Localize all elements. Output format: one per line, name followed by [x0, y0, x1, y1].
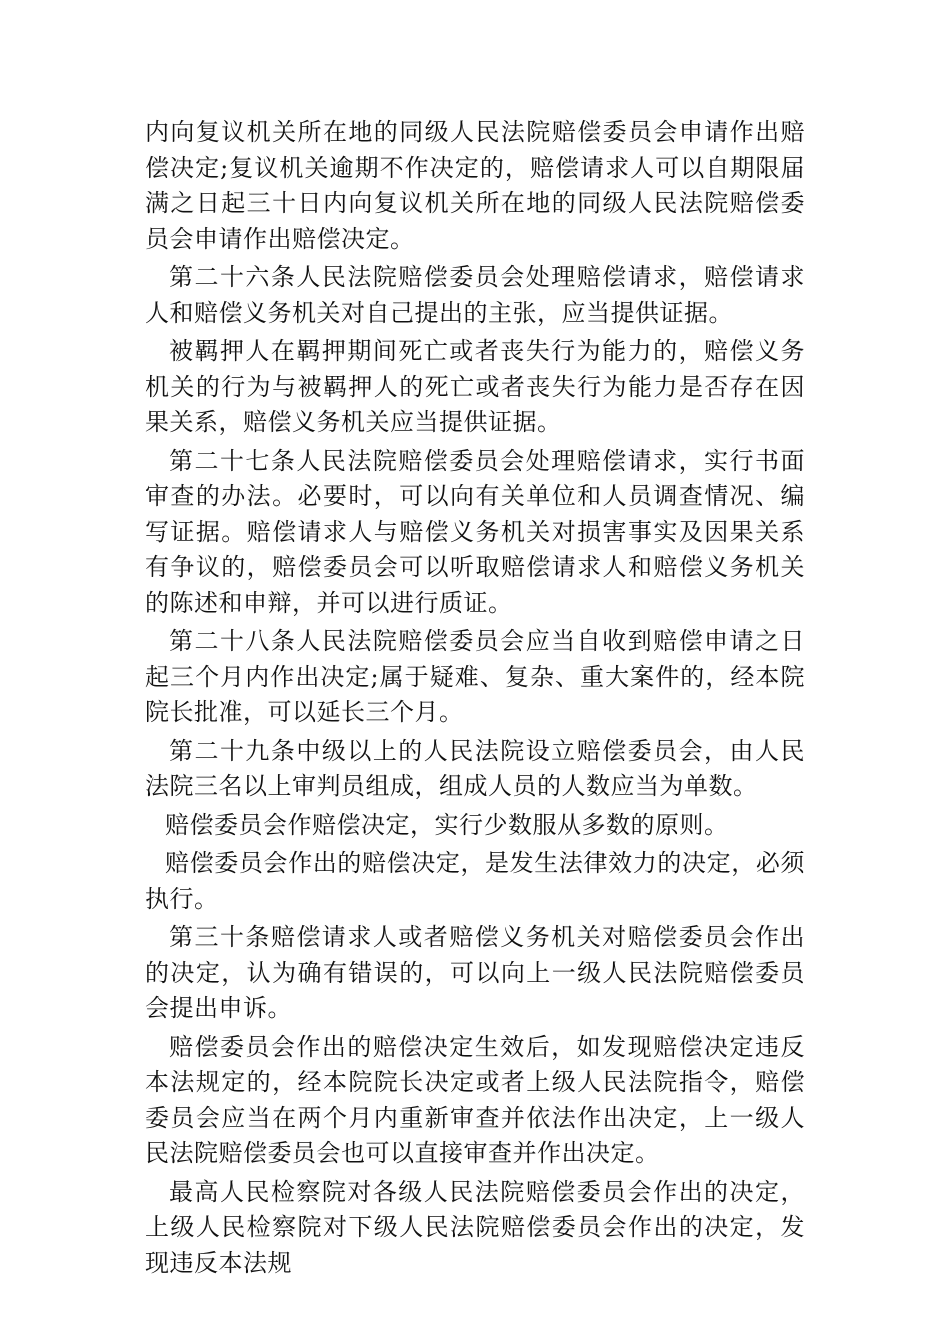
paragraph-majority-rule: 赔偿委员会作赔偿决定，实行少数服从多数的原则。 — [165, 810, 729, 839]
paragraph-article-27: 第二十七条人民法院赔偿委员会处理赔偿请求，实行书面审查的办法。必要时，可以向有关单位和人员调查情况、编写证据。赔偿请求人与赔偿义务机关对损害事实及因果关系有争议的，赔偿委员会可以听取赔偿请求人和赔偿义务机关的陈述和申辩，并可以进行质证。 — [145, 446, 805, 617]
paragraph-continuation: 内向复议机关所在地的同级人民法院赔偿委员会申请作出赔偿决定;复议机关逾期不作决定的，赔偿请求人可以自期限届满之日起三十日内向复议机关所在地的同级人民法院赔偿委员会申请作出赔偿决定。 — [145, 118, 805, 253]
paragraph-article-29: 第二十九条中级以上的人民法院设立赔偿委员会，由人民法院三名以上审判员组成，组成人员的人数应当为单数。 — [145, 736, 805, 800]
document-body — [145, 115, 805, 1284]
paragraph-procuratorate: 最高人民检察院对各级人民法院赔偿委员会作出的决定，上级人民检察院对下级人民法院赔偿委员会作出的决定，发现违反本法规 — [145, 1177, 805, 1277]
paragraph-binding-decision: 赔偿委员会作出的赔偿决定，是发生法律效力的决定，必须执行。 — [145, 849, 805, 913]
paragraph-article-30: 第三十条赔偿请求人或者赔偿义务机关对赔偿委员会作出的决定，认为确有错误的，可以向上一级人民法院赔偿委员会提出申诉。 — [145, 923, 805, 1022]
paragraph-article-26: 第二十六条人民法院赔偿委员会处理赔偿请求，赔偿请求人和赔偿义务机关对自己提出的主张，应当提供证据。 — [145, 263, 805, 327]
paragraph-article-28: 第二十八条人民法院赔偿委员会应当自收到赔偿申请之日起三个月内作出决定;属于疑难、复杂、重大案件的，经本院院长批准，可以延长三个月。 — [145, 627, 805, 726]
paragraph-review-after-effect: 赔偿委员会作出的赔偿决定生效后，如发现赔偿决定违反本法规定的，经本院院长决定或者上级人民法院指令，赔偿委员会应当在两个月内重新审查并依法作出决定，上一级人民法院赔偿委员会也可以直接审查并作出决定。 — [145, 1032, 805, 1167]
paragraph-detainee-death: 被羁押人在羁押期间死亡或者丧失行为能力的，赔偿义务机关的行为与被羁押人的死亡或者丧失行为能力是否存在因果关系，赔偿义务机关应当提供证据。 — [145, 337, 805, 436]
